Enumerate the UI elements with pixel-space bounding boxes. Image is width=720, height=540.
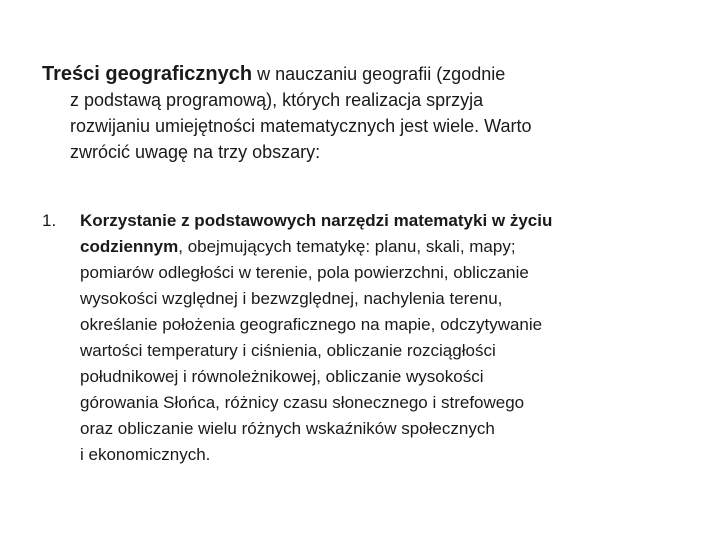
list-item-line: wartości temperatury i ciśnienia, obliczanie rozciągłości <box>80 341 496 360</box>
list-item-line <box>80 234 692 260</box>
list-item-line: oraz obliczanie wielu różnych wskaźników społecznych <box>80 419 495 438</box>
list-item-body <box>42 208 692 468</box>
list-item-line-rest: , obejmujących tematykę: planu, skali, mapy; <box>178 237 516 256</box>
list-item-number: 1. <box>42 211 57 230</box>
list-item-line: górowania Słońca, różnicy czasu słonecznego i strefowego <box>80 393 525 412</box>
intro-paragraph <box>42 61 682 165</box>
list-item-line: określanie położenia geograficznego na mapie, odczytywanie <box>80 315 543 334</box>
list-item-bold-line: Korzystanie z podstawowych narzędzi matematyki w życiu <box>80 211 553 230</box>
numbered-list <box>42 208 692 468</box>
list-item-line: wysokości względnej i bezwzględnej, nachylenia terenu, <box>80 289 503 308</box>
list-item-bold-word: codziennym <box>80 237 179 256</box>
list-item <box>42 208 692 468</box>
list-item-line: południkowej i równoleżnikowej, obliczanie wysokości <box>80 367 484 386</box>
intro-line: z podstawą programową), których realizacja sprzyja <box>70 90 484 110</box>
list-item-line: i ekonomicznych. <box>80 445 211 464</box>
intro-line: rozwijaniu umiejętności matematycznych jest wiele. Warto <box>70 116 532 136</box>
list-item-line: pomiarów odległości w terenie, pola powierzchni, obliczanie <box>80 263 529 282</box>
intro-line: zwrócić uwagę na trzy obszary: <box>70 142 321 162</box>
intro-lead-rest: w nauczaniu geografii (zgodnie <box>252 64 506 84</box>
intro-lead-bold: Treści geograficznych <box>42 63 253 85</box>
